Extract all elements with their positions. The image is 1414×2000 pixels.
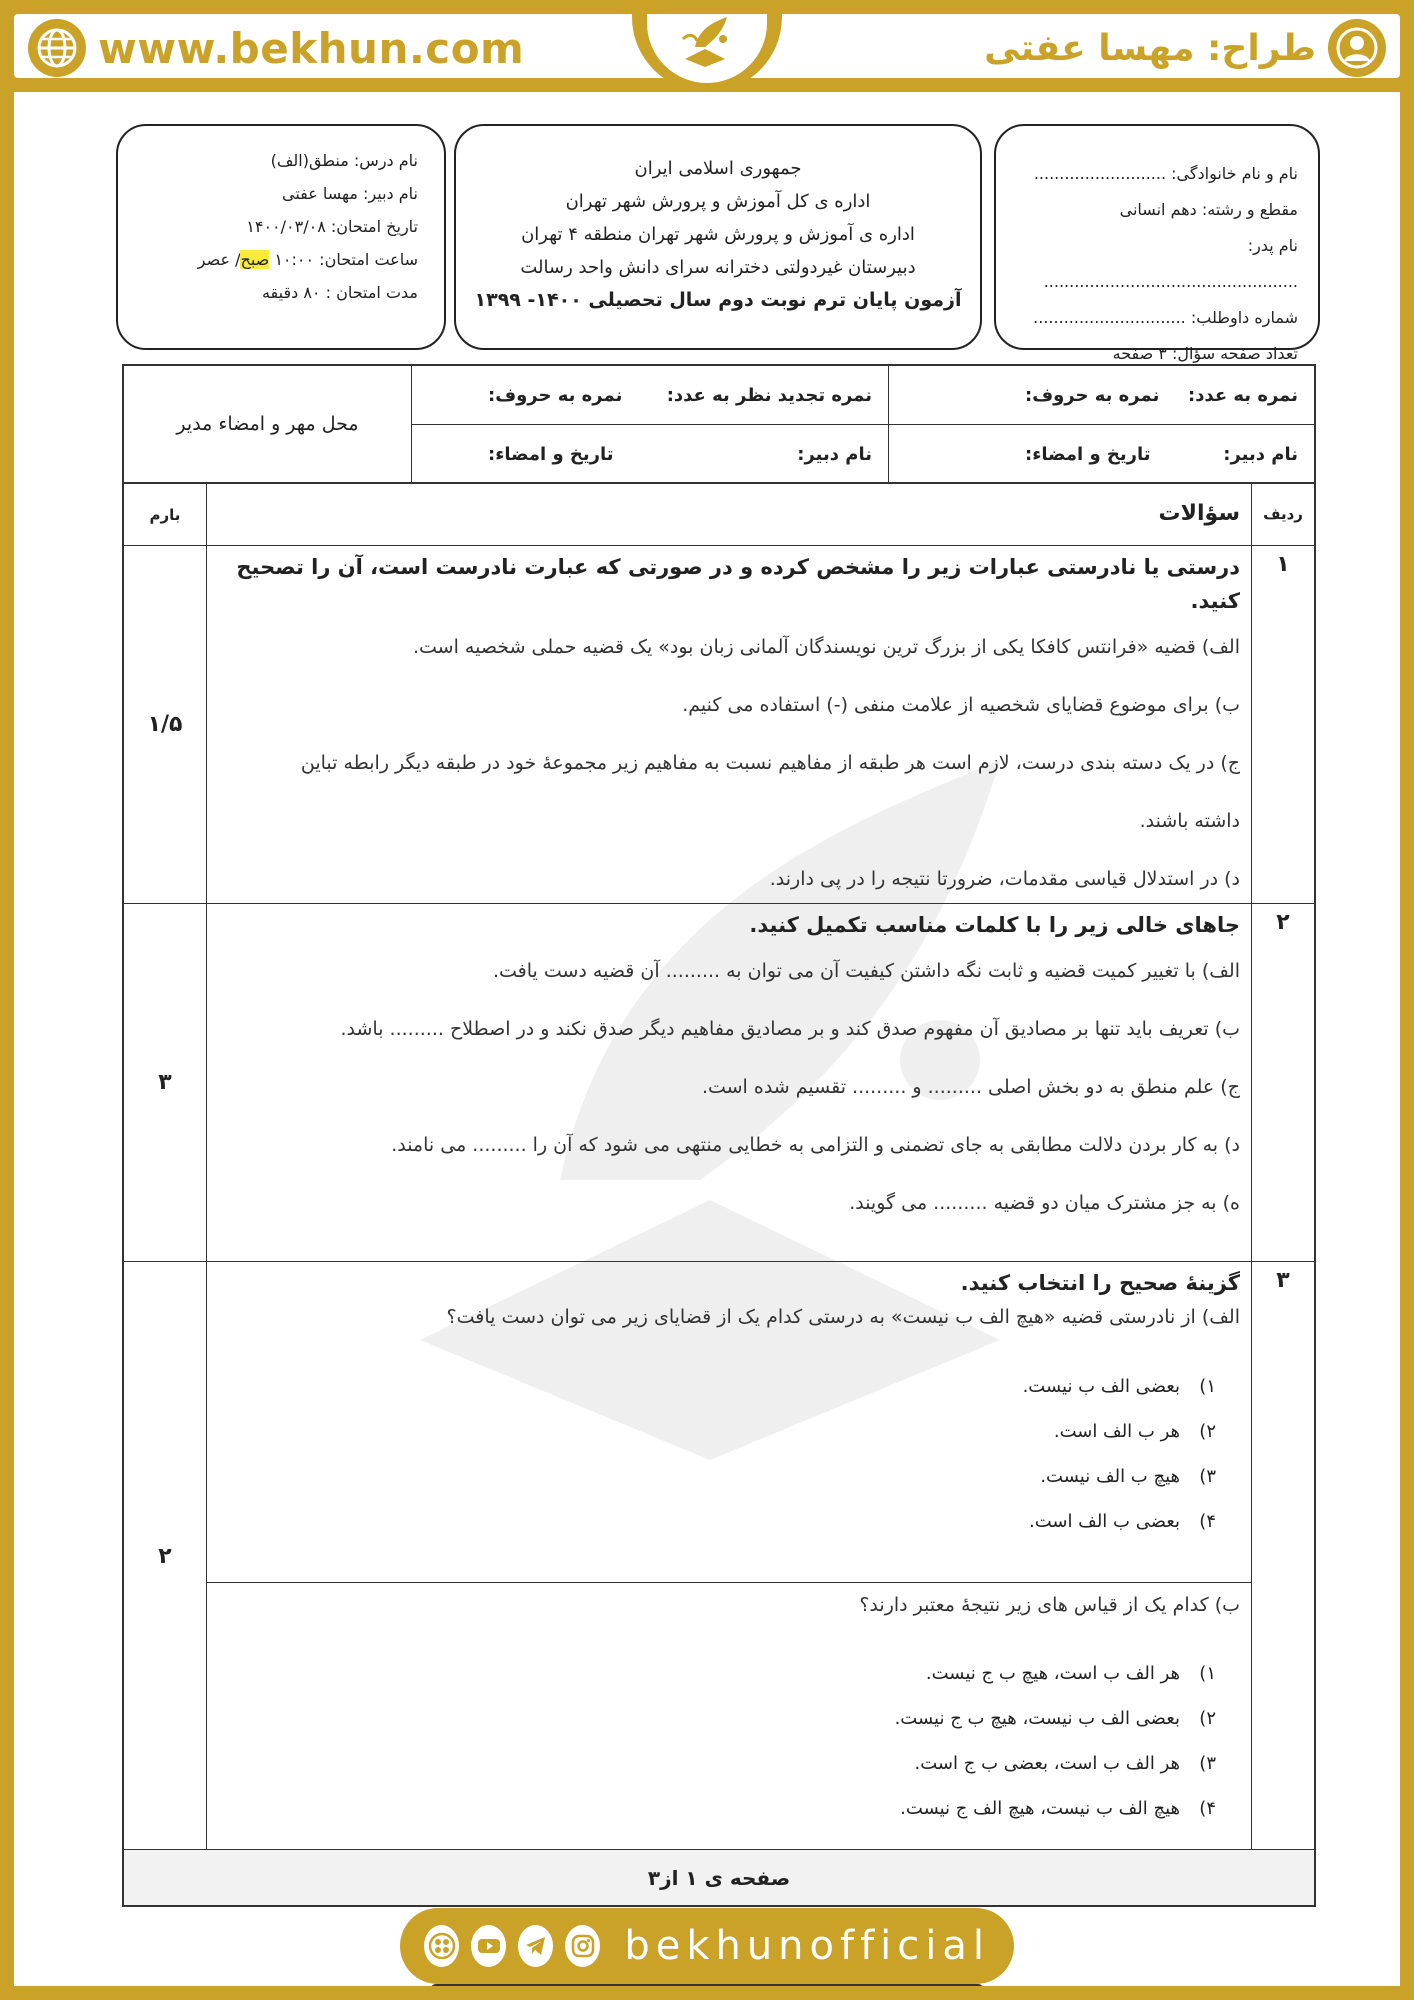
grading-row-2 xyxy=(412,425,1314,484)
review-num-label: نمره تجدید نظر به عدد: xyxy=(666,384,872,406)
question-item: الف) با تغییر کمیت قضیه و ثابت نگه داشتن کیفیت آن می توان به ......... آن قضیه دست یافت. xyxy=(492,960,1240,982)
question-title: جاهای خالی زیر را با کلمات مناسب تکمیل کنید. xyxy=(749,913,1240,937)
question-body-2 xyxy=(206,904,1252,1261)
question-num: ۲ xyxy=(1276,910,1290,935)
grading-row-1 xyxy=(412,366,1314,425)
date-sign-label-2: تاریخ و امضاء: xyxy=(488,444,614,465)
exam-time-morning: صبح xyxy=(240,250,270,269)
exam-time xyxy=(144,243,418,276)
exam-teacher: نام دبیر: مهسا عفتی xyxy=(281,184,418,203)
social-shadow xyxy=(430,1984,984,1996)
student-grade: مقطع و رشته: دهم انسانی xyxy=(1119,200,1298,219)
question-score: ۱/۵ xyxy=(147,712,183,737)
question-item: ج) علم منطق به دو بخش اصلی ......... و ......... تقسیم شده است. xyxy=(701,1076,1240,1098)
questions-header-cell xyxy=(206,484,1252,545)
question-3-part-b xyxy=(206,1582,1252,1851)
question-body-1 xyxy=(206,546,1252,903)
option-b-2[interactable]: ۲)بعضی الف ب نیست، هیچ ب ج نیست. xyxy=(894,1708,1216,1729)
exam-time-label: ساعت امتحان: ۱۰:۰۰ xyxy=(274,250,418,269)
student-seat: شماره داوطلب: .............................. xyxy=(1033,308,1298,327)
score-num-label: نمره به عدد: xyxy=(1188,384,1298,406)
row-header: ردیف xyxy=(1263,505,1303,523)
question-item: د) در استدلال قیاسی مقدمات، ضرورتا نتیجه را در پی دارند. xyxy=(769,868,1240,890)
exam-title: آزمون پایان ترم نوبت دوم سال تحصیلی ۱۴۰۰- ۱۳۹۹ xyxy=(474,289,962,311)
telegram-icon[interactable] xyxy=(518,1925,553,1967)
option-a-2[interactable]: ۲)هر ب الف است. xyxy=(1053,1421,1216,1442)
site-url[interactable]: www.bekhun.com xyxy=(98,23,525,73)
questions-table xyxy=(122,484,1316,1907)
option-a-3[interactable]: ۳)هیچ ب الف نیست. xyxy=(1040,1466,1216,1487)
question-item: الف) قضیه «فرانتس کافکا یکی از بزرگ ترین نویسندگان آلمانی زبان بود» یک قضیه حملی شخصیه است. xyxy=(412,636,1240,658)
student-info-box xyxy=(994,124,1320,363)
site-link[interactable] xyxy=(28,16,524,80)
option-a-4[interactable]: ۴)بعضی ب الف است. xyxy=(1028,1511,1216,1532)
youtube-icon[interactable] xyxy=(471,1925,506,1967)
question-row-2 xyxy=(124,903,1314,1261)
exam-info-box xyxy=(116,124,446,350)
grading-cell-review xyxy=(412,366,888,424)
score-header: بارم xyxy=(149,505,181,524)
principal-stamp-cell: محل مهر و امضاء مدیر xyxy=(124,366,412,482)
designer-badge xyxy=(984,16,1386,80)
question-score: ۲ xyxy=(158,1544,172,1569)
date-sign-label: تاریخ و امضاء: xyxy=(1025,444,1151,465)
option-b-1[interactable]: ۱)هر الف ب است، هیچ ب ج نیست. xyxy=(925,1663,1216,1684)
page-count: تعداد صفحه سؤال: ۳ صفحه xyxy=(1112,344,1298,363)
student-name: نام و نام خانوادگی: .......................... xyxy=(1033,164,1298,183)
info-row xyxy=(116,124,1320,363)
question-item: داشته باشند. xyxy=(1139,810,1240,832)
grading-table xyxy=(122,364,1316,484)
school-line-3: اداره ی آموزش و پرورش شهر تهران منطقه ۴ تهران xyxy=(521,224,915,245)
review-words-label: نمره به حروف: xyxy=(488,384,623,406)
grading-cell-score xyxy=(888,366,1314,424)
option-a-1[interactable]: ۱)بعضی الف ب نیست. xyxy=(1022,1376,1216,1397)
school-line-1: جمهوری اسلامی ایران xyxy=(634,158,802,179)
option-b-4[interactable]: ۴)هیچ الف ب نیست، هیچ الف ج نیست. xyxy=(900,1798,1216,1819)
social-handle[interactable]: bekhunofficial xyxy=(624,1923,991,1969)
designer-name: طراح: مهسا عفتی xyxy=(984,27,1316,69)
logo-mark xyxy=(647,3,767,83)
aparat-icon[interactable] xyxy=(424,1925,459,1967)
question-title: درستی یا نادرستی عبارات زیر را مشخص کرده و در صورتی که عبارت نادرست است، آن را تصحیح کنید. xyxy=(236,555,1240,613)
question-item: ه) به جز مشترک میان دو قضیه ......... می گویند. xyxy=(849,1192,1240,1214)
school-info-box xyxy=(454,124,982,350)
page-footer: صفحه ی ۱ از۳ xyxy=(124,1849,1314,1905)
teacher-label: نام دبیر: xyxy=(1223,444,1298,465)
questions-header: سؤالات xyxy=(1158,501,1240,526)
question-item: ب) تعریف باید تنها بر مصادیق آن مفهوم صدق کند و بر مصادیق مفاهیم دیگر صدق نکند و در اصطلاح ......... باشد. xyxy=(340,1018,1240,1040)
user-icon xyxy=(1328,19,1386,77)
question-title: گزینهٔ صحیح را انتخاب کنید. xyxy=(960,1271,1240,1295)
student-father: نام پدر: .................................................. xyxy=(1043,236,1298,291)
question-item: د) به کار بردن دلالت مطابقی به جای تضمنی و التزامی به خطایی منتهی می شود که آن را ......... می نامند. xyxy=(391,1134,1240,1156)
option-b-3[interactable]: ۳)هر الف ب است، بعضی ب ج است. xyxy=(914,1753,1216,1774)
teacher-label-2: نام دبیر: xyxy=(797,444,872,465)
exam-time-rest: / عصر xyxy=(197,250,241,269)
question-score: ۳ xyxy=(158,1070,172,1095)
question-stem-b: ب) کدام یک از قیاس های زیر نتیجهٔ معتبر دارند؟ xyxy=(859,1594,1240,1616)
question-row-3 xyxy=(124,1261,1314,1851)
question-item: ب) برای موضوع قضایای شخصیه از علامت منفی (-) استفاده می کنیم. xyxy=(682,694,1240,716)
grading-cell-teacher xyxy=(888,425,1314,484)
question-stem-a: الف) از نادرستی قضیه «هیچ الف ب نیست» به درستی کدام یک از قضایای زیر می توان دست یافت؟ xyxy=(446,1306,1240,1328)
question-num: ۳ xyxy=(1276,1268,1290,1293)
instagram-icon[interactable] xyxy=(565,1925,600,1967)
social-bar xyxy=(400,1908,1014,1984)
school-line-2: اداره ی کل آموزش و پرورش شهر تهران xyxy=(565,191,871,212)
globe-icon xyxy=(28,19,86,77)
grading-cell-teacher-2 xyxy=(412,425,888,484)
school-line-4: دبیرستان غیردولتی دخترانه سرای دانش واحد رسالت xyxy=(520,257,916,278)
exam-subject: نام درس: منطق(الف) xyxy=(270,151,418,170)
question-num: ۱ xyxy=(1276,552,1290,577)
exam-duration: مدت امتحان : ۸۰ دقیقه xyxy=(261,283,418,302)
question-item: ج) در یک دسته بندی درست، لازم است هر طبقه از مفاهیم نسبت به مفاهیم زیر مجموعهٔ خود در طبقه دیگر رابطه تباین xyxy=(300,752,1240,774)
exam-date: تاریخ امتحان: ۱۴۰۰/۰۳/۰۸ xyxy=(246,217,418,236)
question-row-1 xyxy=(124,545,1314,903)
table-header-row xyxy=(124,484,1314,545)
score-words-label: نمره به حروف: xyxy=(1025,384,1160,406)
